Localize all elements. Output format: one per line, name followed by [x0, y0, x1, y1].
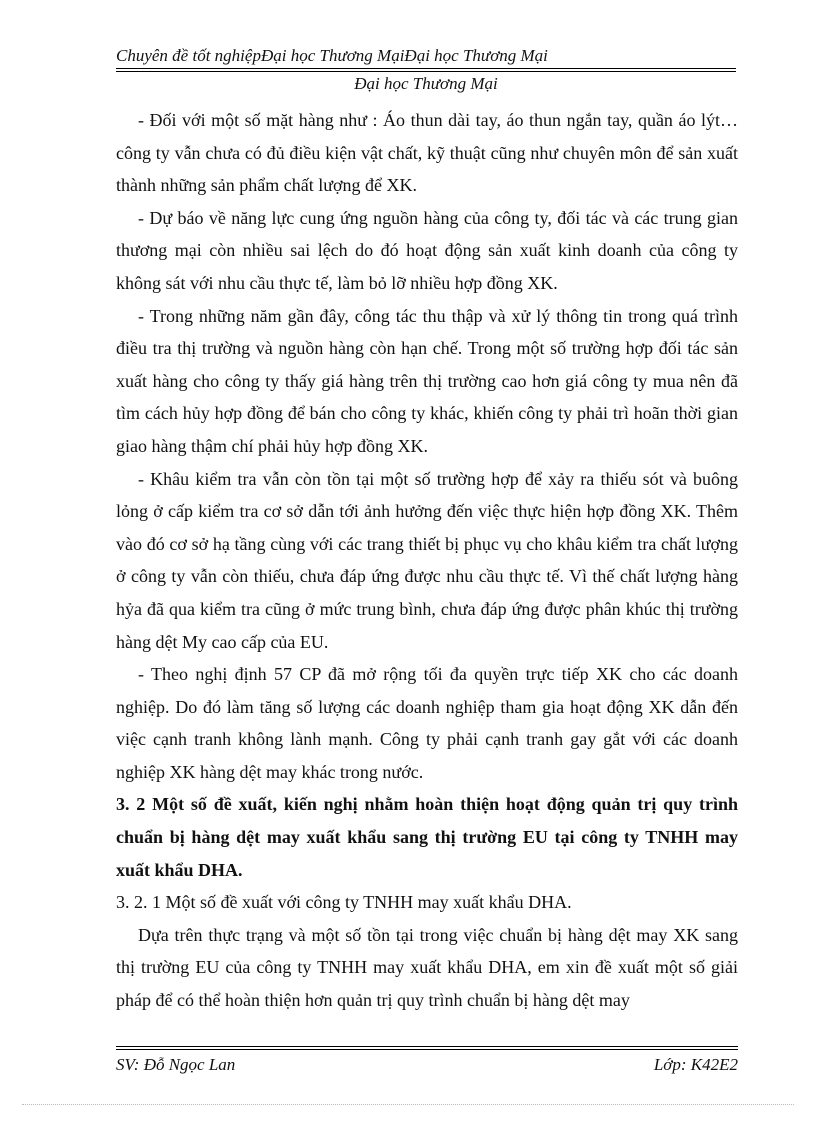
paragraph-5: - Theo nghị định 57 CP đã mở rộng tối đa quyền trực tiếp XK cho các doanh nghiệp. Do đó làm tăng số lượng các doanh nghiệp tham gia hoạt động XK dẫn đến việc cạnh tranh không lành mạnh. Công ty phải cạnh tranh gay gắt với các doanh nghiệp XK hàng dệt may khác trong nước. — [116, 664, 738, 782]
footer-student: SV: Đỗ Ngọc Lan — [116, 1055, 236, 1074]
paragraph-4: - Khâu kiểm tra vẫn còn tồn tại một số trường hợp để xảy ra thiếu sót và buông lỏng ở cấp kiểm tra cơ sở dẫn tới ảnh hưởng đến việc thực hiện hợp đồng XK. Thêm vào đó cơ sở hạ tầng cùng với các trang thiết bị phục vụ cho khâu kiểm tra chất lượng ở công ty vẫn còn thiếu, chưa đáp ứng được nhu cầu thực tế. Vì thế chất lượng hàng hỷa đã qua kiểm tra cũng ở mức trung bình, chưa đáp ứng được phân khúc thị trường hàng dệt My cao cấp của EU. — [116, 468, 738, 652]
closing-paragraph: Dựa trên thực trạng và một số tồn tại trong việc chuẩn bị hàng dệt may XK sang thị trường EU của công ty TNHH may xuất khẩu DHA, em xin đề xuất một số giải pháp để có thể hoàn thiện hơn quản trị quy trình chuẩn bị hàng dệt may — [116, 924, 738, 1011]
footer-class: Lớp: K42E2 — [653, 1055, 738, 1074]
document-body — [116, 104, 738, 1017]
header-title: Chuyên đề tốt nghiệpĐại học Thương MạiĐại học Thương Mại — [116, 46, 548, 65]
section-heading: 3. 2 Một số đề xuất, kiến nghị nhằm hoàn thiện hoạt động quản trị quy trình chuẩn bị hàng dệt may xuất khẩu sang thị trường EU tại công ty TNHH may xuất khẩu DHA. — [116, 794, 738, 880]
paragraph-2: - Dự báo về năng lực cung ứng nguồn hàng của công ty, đối tác và các trung gian thương mại còn nhiều sai lệch do đó hoạt động sản xuất kinh doanh của công ty không sát với nhu cầu thực tế, làm bỏ lỡ nhiều hợp đồng XK. — [116, 207, 738, 293]
paragraph-1: - Đối với một số mặt hàng như : Áo thun dài tay, áo thun ngắn tay, quần áo lýt… công ty vẫn chưa có đủ điều kiện vật chất, kỹ thuật cũng như chuyên môn để sản xuất thành những sản phẩm chất lượng để XK. — [116, 110, 738, 196]
footer-rule — [116, 1046, 738, 1050]
subsection-heading: 3. 2. 1 Một số đề xuất với công ty TNHH may xuất khẩu DHA. — [116, 892, 572, 913]
page-header — [116, 44, 736, 96]
page-bottom-border — [22, 1104, 794, 1105]
page-footer — [116, 1046, 738, 1076]
paragraph-3: - Trong những năm gần đây, công tác thu thập và xử lý thông tin trong quá trình điều tra thị trường và nguồn hàng còn hạn chế. Trong một số trường hợp đối tác sản xuất hàng cho công ty thấy giá hàng trên thị trường cao hơn giá công ty mua nên đã tìm cách hủy hợp đồng để bán cho công ty khác, khiến công ty phải trì hoãn thời gian giao hàng thậm chí phải hủy hợp đồng XK. — [116, 305, 738, 456]
header-subtitle: Đại học Thương Mại — [354, 74, 498, 93]
